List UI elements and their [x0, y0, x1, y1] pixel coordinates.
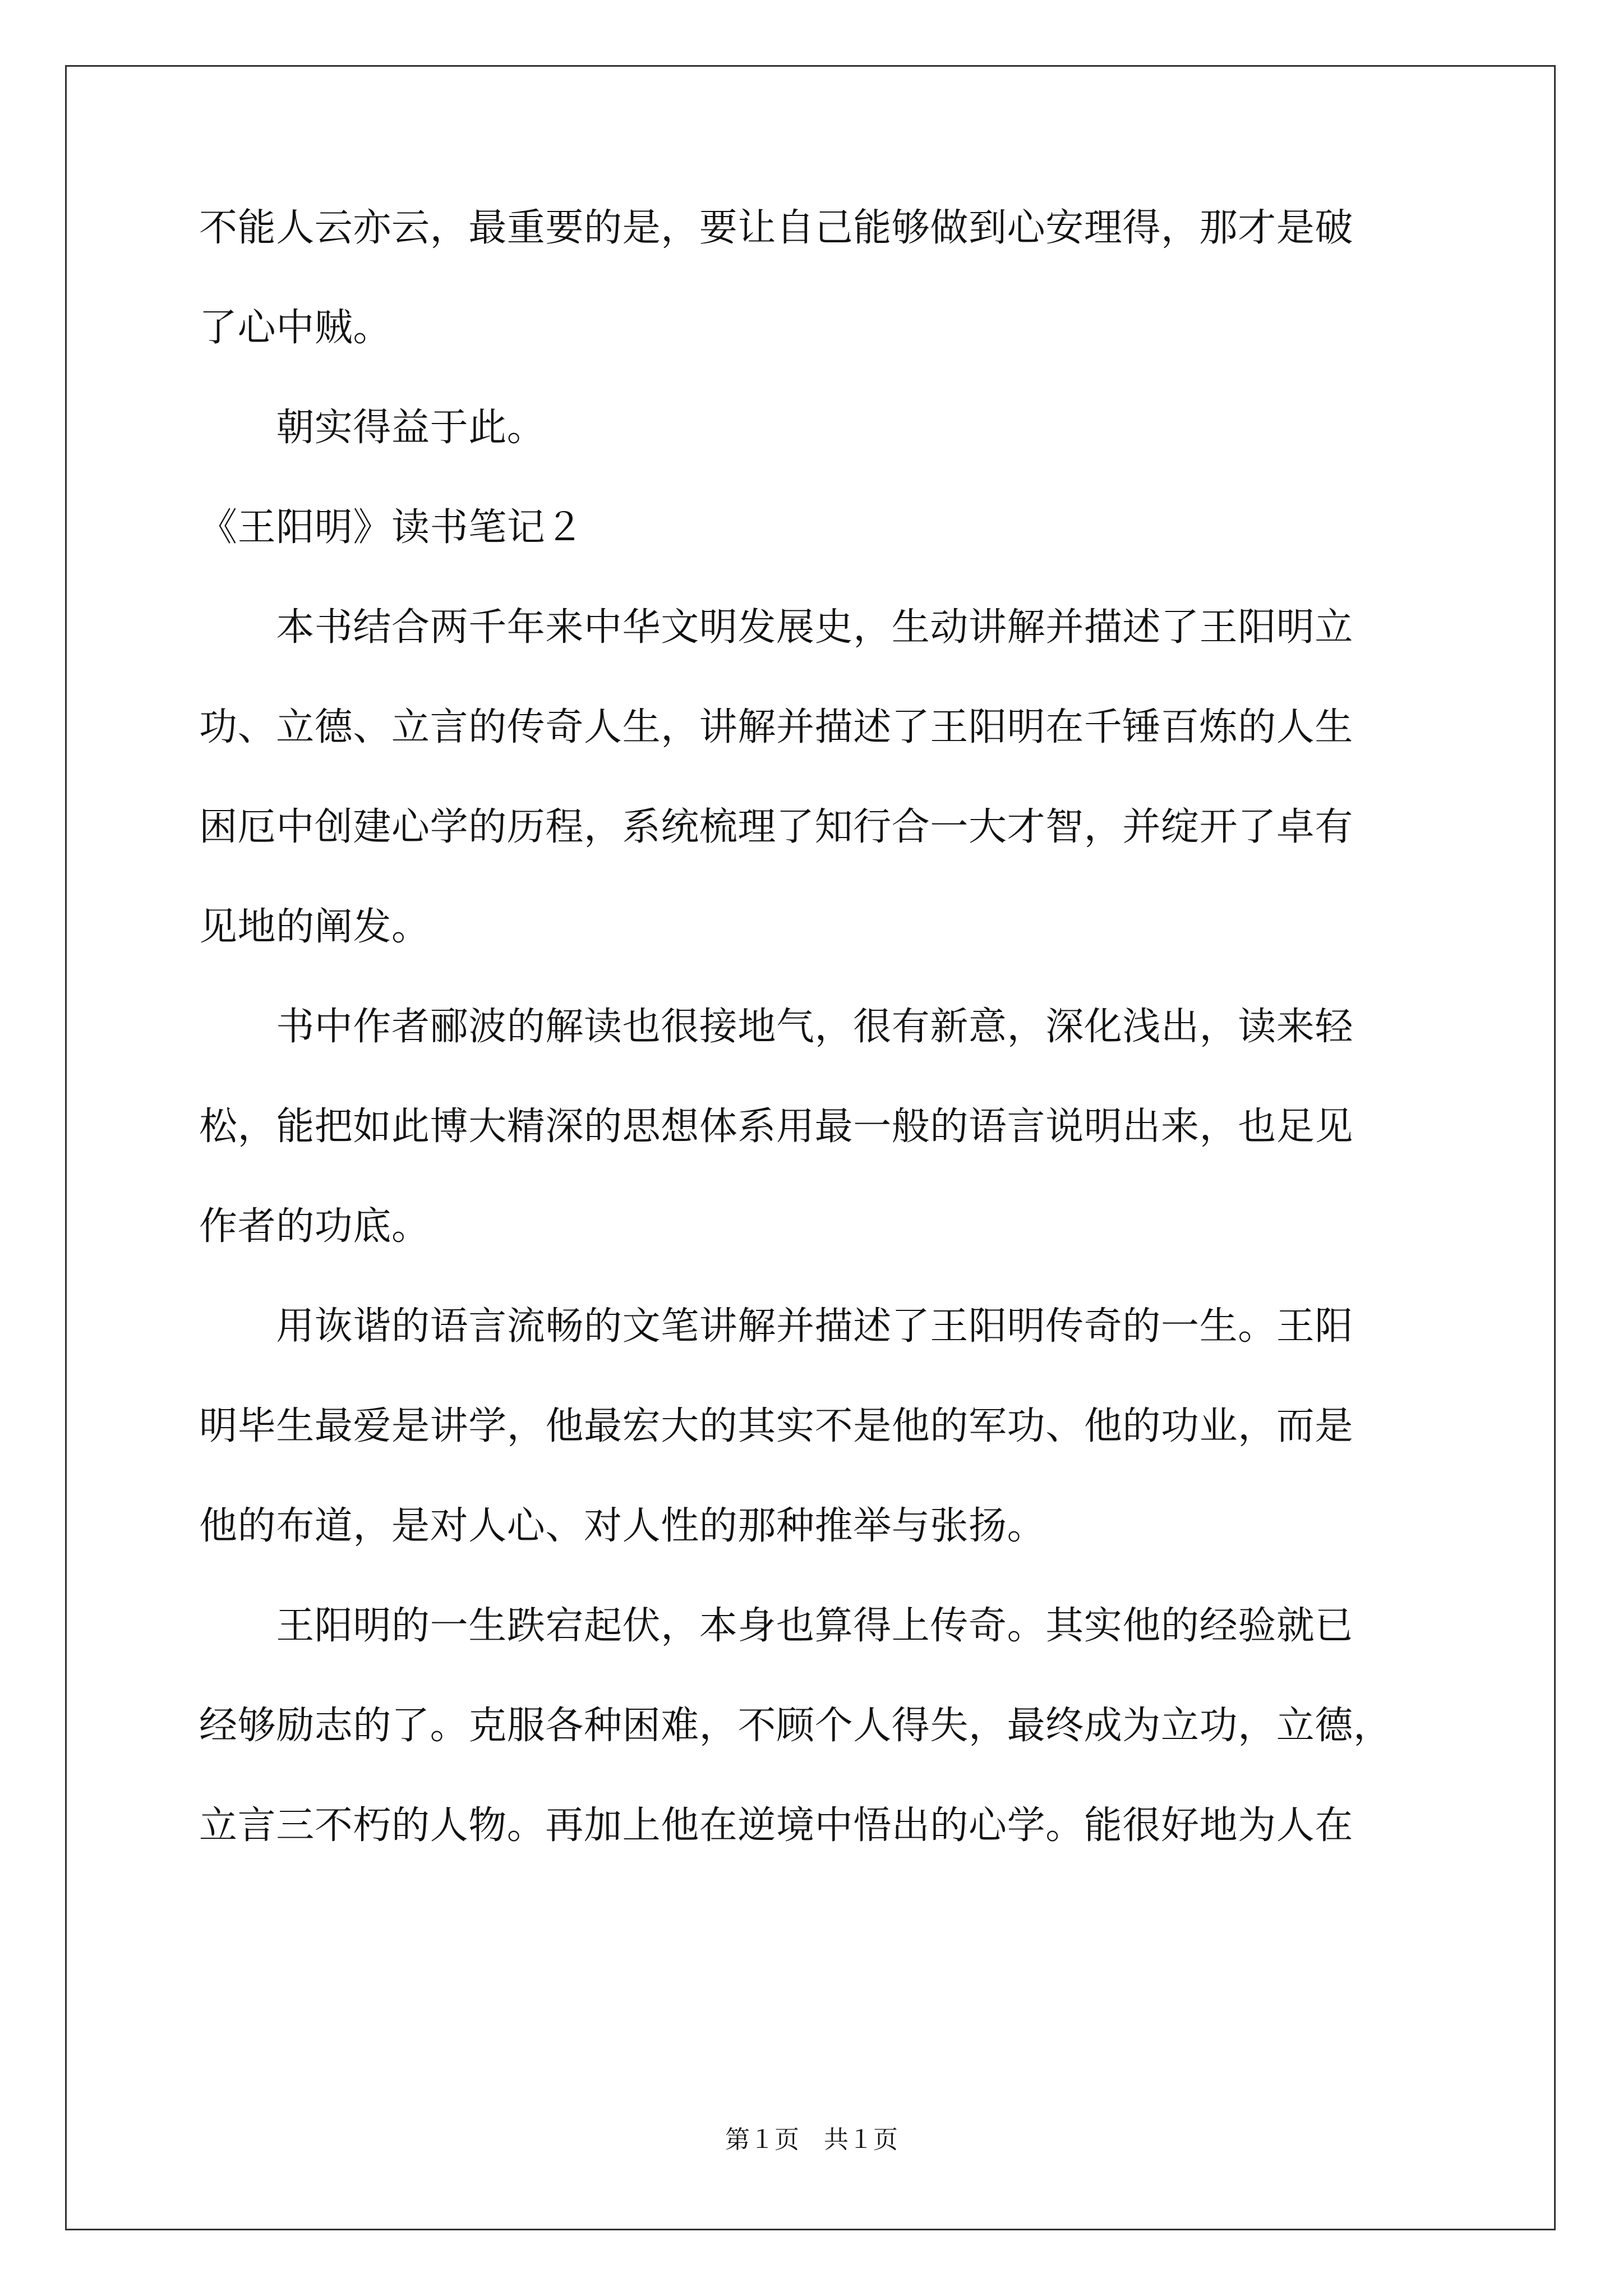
- text-line-6: 功、立德、立言的传奇人生，讲解并描述了王阳明在千锤百炼的人生: [199, 705, 1354, 749]
- page-footer: 第１页 共１页: [725, 2125, 898, 2154]
- text-line-16: 经够励志的了。克服各种困难，不顾个人得失，最终成为立功，立德，: [199, 1704, 1392, 1748]
- text-line-15: 王阳明的一生跌宕起伏，本身也算得上传奇。其实他的经验就已: [199, 1604, 1354, 1648]
- text-line-3: 朝实得益于此。: [199, 406, 546, 450]
- text-line-11: 作者的功底。: [199, 1204, 430, 1249]
- text-line-10: 松，能把如此博大精深的思想体系用最一般的语言说明出来，也足见: [199, 1105, 1354, 1149]
- text-line-5: 本书结合两千年来中华文明发展史，生动讲解并描述了王阳明立: [199, 605, 1354, 650]
- text-line-7: 困厄中创建心学的历程，系统梳理了知行合一大才智，并绽开了卓有: [199, 805, 1354, 849]
- text-line-17: 立言三不朽的人物。再加上他在逆境中悟出的心学。能很好地为人在: [199, 1803, 1354, 1848]
- text-line-14: 他的布道，是对人心、对人性的那种推举与张扬。: [199, 1504, 1046, 1548]
- text-line-12: 用诙谐的语言流畅的文笔讲解并描述了王阳明传奇的一生。王阳: [199, 1304, 1354, 1349]
- text-line-2: 了心中贼。: [199, 306, 392, 350]
- text-line-9: 书中作者郦波的解读也很接地气，很有新意，深化浅出，读来轻: [199, 1005, 1354, 1049]
- section-heading: 《王阳明》读书笔记２: [199, 505, 584, 550]
- text-line-8: 见地的阐发。: [199, 905, 430, 949]
- text-line-13: 明毕生最爱是讲学，他最宏大的其实不是他的军功、他的功业，而是: [199, 1404, 1354, 1448]
- text-line-1: 不能人云亦云，最重要的是，要让自己能够做到心安理得，那才是破: [199, 206, 1354, 250]
